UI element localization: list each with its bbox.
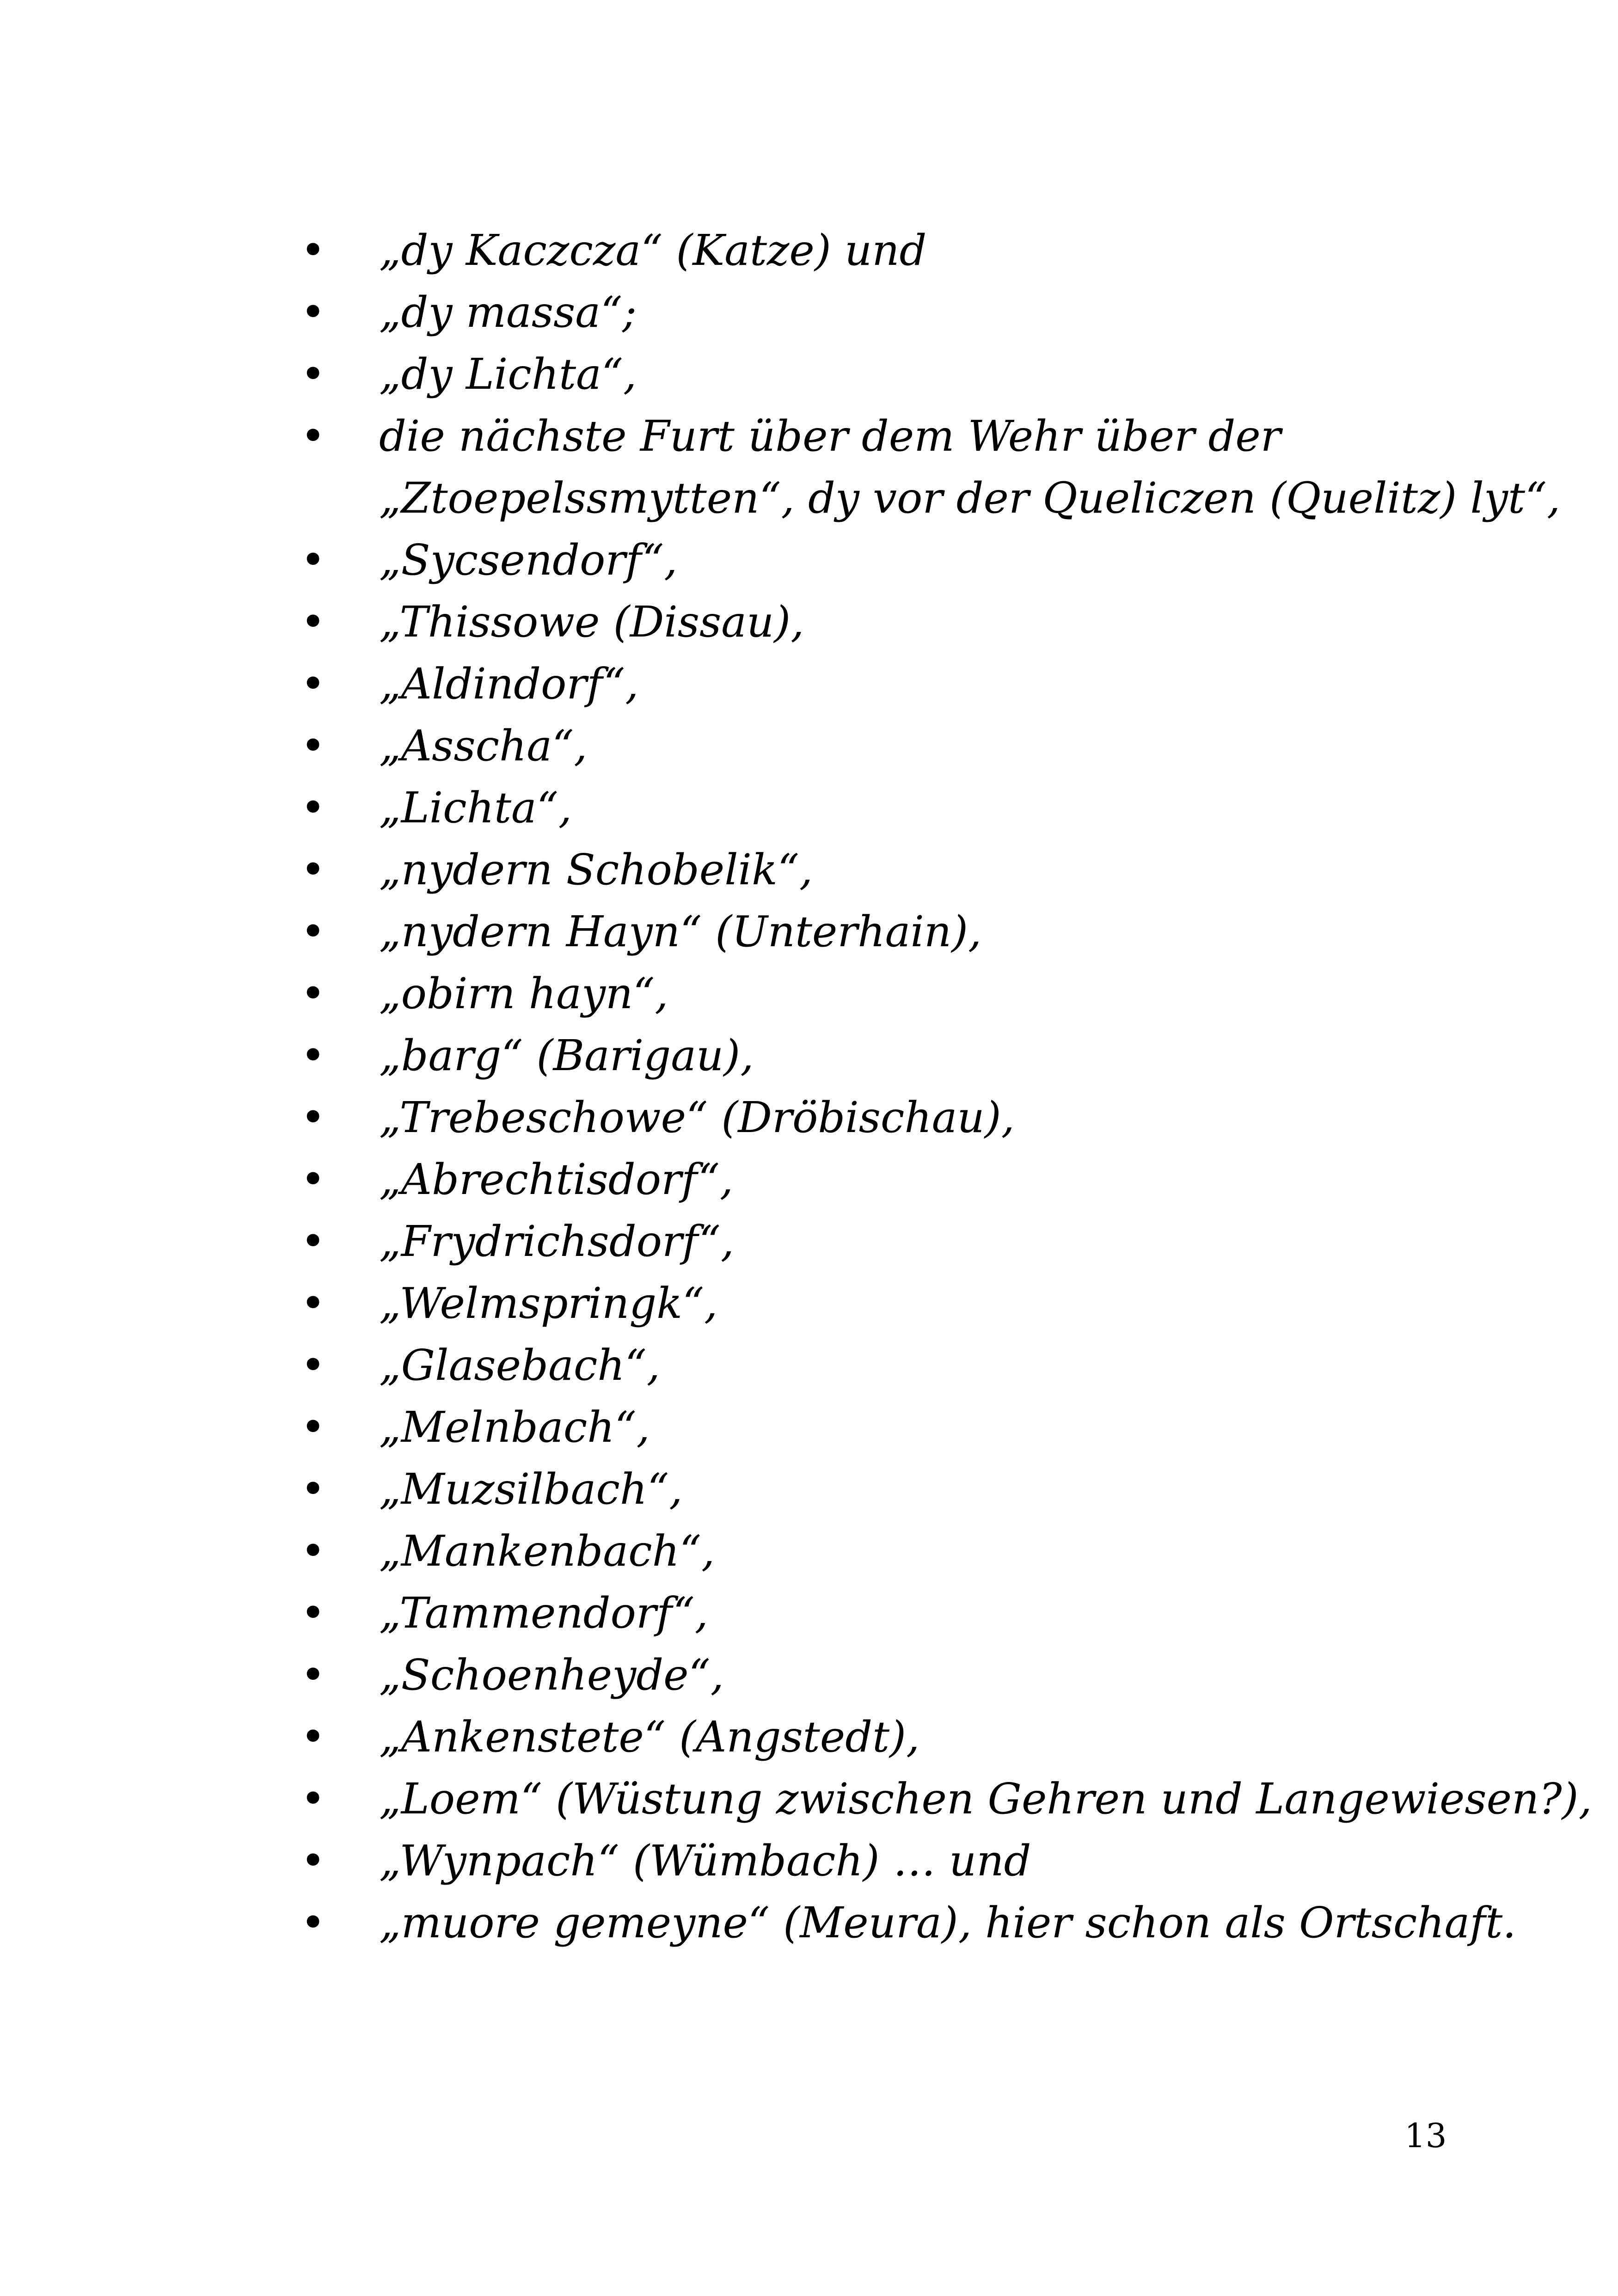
list-item-text: „Lichta“, bbox=[379, 783, 572, 833]
bullet-icon: • bbox=[300, 1155, 326, 1204]
list-item-text: „dy massa“; bbox=[379, 288, 637, 337]
list-item-text: „Aldindorf“, bbox=[379, 659, 639, 709]
list-item bbox=[300, 1706, 1489, 1768]
bullet-icon: • bbox=[300, 1402, 326, 1452]
list-item-text: „Mankenbach“, bbox=[379, 1526, 715, 1576]
list-item bbox=[300, 1768, 1592, 1830]
list-item bbox=[300, 1273, 1489, 1335]
list-item bbox=[300, 220, 1489, 282]
list-item-text: „Asscha“, bbox=[379, 721, 588, 771]
list-item-text: „dy Lichta“, bbox=[379, 349, 637, 399]
list-item-text: „Tammendorf“, bbox=[379, 1588, 708, 1638]
bullet-icon: • bbox=[300, 1650, 326, 1700]
bullet-icon: • bbox=[300, 845, 326, 894]
list-item bbox=[300, 1211, 1489, 1273]
list-item-text: die nächste Furt über dem Wehr über der bbox=[379, 411, 1281, 461]
bullet-icon: • bbox=[300, 1341, 326, 1390]
list-item bbox=[300, 1025, 1489, 1087]
list-item-text: „Glasebach“, bbox=[379, 1341, 660, 1390]
list-item bbox=[300, 1830, 1489, 1892]
list-item bbox=[300, 1335, 1489, 1396]
bullet-icon: • bbox=[300, 1464, 326, 1514]
list-item bbox=[300, 715, 1489, 777]
list-item bbox=[300, 591, 1489, 653]
list-item-text: „Ankenstete“ (Angstedt), bbox=[379, 1712, 920, 1762]
bullet-icon: • bbox=[300, 1774, 326, 1824]
list-item-text: „Melnbach“, bbox=[379, 1402, 650, 1452]
bullet-icon: • bbox=[300, 1526, 326, 1576]
list-item bbox=[300, 282, 1489, 343]
list-item-text: „dy Kaczcza“ (Katze) und bbox=[379, 226, 927, 275]
list-item-text: „nydern Hayn“ (Unterhain), bbox=[379, 907, 982, 956]
list-item-text: „Schoenheyde“, bbox=[379, 1650, 724, 1700]
bullet-icon: • bbox=[300, 907, 326, 956]
list-item-text: „Abrechtisdorf“, bbox=[379, 1155, 734, 1204]
list-item-text: „Frydrichsdorf“, bbox=[379, 1217, 735, 1266]
list-item bbox=[300, 1644, 1489, 1706]
list-item bbox=[300, 901, 1489, 963]
bullet-icon: • bbox=[300, 1588, 326, 1638]
list-item bbox=[300, 653, 1489, 715]
bullet-icon: • bbox=[300, 721, 326, 771]
bullet-icon: • bbox=[300, 1712, 326, 1762]
list-item bbox=[300, 343, 1489, 405]
list-item-text: „Ztoepelssmytten“, dy vor der Queliczen (Quelitz) lyt“, bbox=[379, 473, 1561, 523]
list-item bbox=[300, 839, 1489, 901]
bullet-icon: • bbox=[300, 659, 326, 709]
list-item bbox=[300, 529, 1489, 591]
bullet-icon: • bbox=[300, 1836, 326, 1886]
list-item bbox=[300, 405, 1561, 529]
list-item bbox=[300, 1892, 1516, 1954]
list-item-text: „Trebeschowe“ (Dröbischau), bbox=[379, 1093, 1015, 1142]
list-item-text: „muore gemeyne“ (Meura), hier schon als Ortschaft. bbox=[379, 1898, 1516, 1947]
list-item-text: „Loem“ (Wüstung zwischen Gehren und Langewiesen?), bbox=[379, 1774, 1592, 1824]
bullet-icon: • bbox=[300, 1217, 326, 1266]
list-item-text: „Muzsilbach“, bbox=[379, 1464, 683, 1514]
place-name-list bbox=[300, 220, 1592, 1954]
list-item-text: „Welmspringk“, bbox=[379, 1279, 718, 1328]
bullet-icon: • bbox=[300, 969, 326, 1018]
list-item bbox=[300, 1396, 1489, 1458]
bullet-icon: • bbox=[300, 1898, 326, 1947]
list-item-text: „Thissowe (Dissau), bbox=[379, 597, 804, 647]
list-item-text: „obirn hayn“, bbox=[379, 969, 668, 1018]
bullet-icon: • bbox=[300, 597, 326, 647]
list-item bbox=[300, 1087, 1489, 1149]
bullet-icon: • bbox=[300, 411, 326, 461]
bullet-icon: • bbox=[300, 1279, 326, 1328]
bullet-icon: • bbox=[300, 1093, 326, 1142]
list-item-text: „barg“ (Barigau), bbox=[379, 1031, 754, 1080]
list-item bbox=[300, 777, 1489, 839]
bullet-icon: • bbox=[300, 535, 326, 585]
list-item bbox=[300, 1520, 1489, 1582]
bullet-icon: • bbox=[300, 349, 326, 399]
list-item-text: „Sycsendorf“, bbox=[379, 535, 678, 585]
page-number: 13 bbox=[1404, 2116, 1447, 2155]
list-item-text: „Wynpach“ (Wümbach) … und bbox=[379, 1836, 1031, 1886]
bullet-icon: • bbox=[300, 783, 326, 833]
list-item bbox=[300, 1582, 1489, 1644]
list-item-text: „nydern Schobelik“, bbox=[379, 845, 813, 894]
bullet-icon: • bbox=[300, 1031, 326, 1080]
list-item bbox=[300, 1458, 1489, 1520]
list-item bbox=[300, 963, 1489, 1025]
list-item bbox=[300, 1149, 1489, 1211]
bullet-icon: • bbox=[300, 288, 326, 337]
bullet-icon: • bbox=[300, 226, 326, 275]
